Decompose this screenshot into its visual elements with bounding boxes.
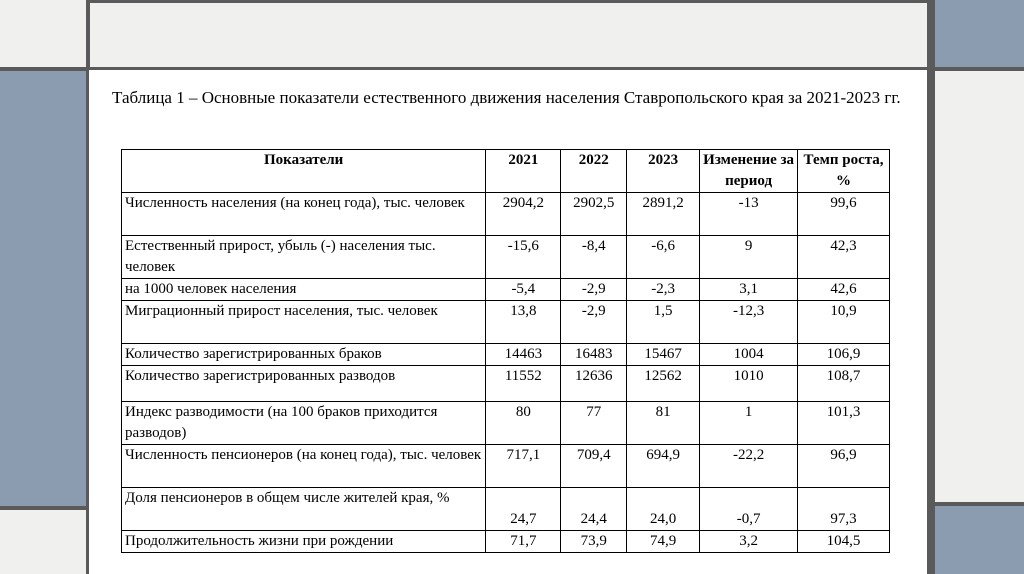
header-2021: 2021 — [486, 150, 561, 193]
table-row — [122, 366, 890, 402]
cell-2023: 2891,2 — [627, 193, 700, 236]
decor-bar-left-bottom — [0, 506, 86, 510]
row-label: Количество зарегистрированных разводов — [122, 366, 486, 402]
cell-2023: 1,5 — [627, 301, 700, 344]
row-label: Численность пенсионеров (на конец года), тыс. человек — [122, 445, 486, 488]
cell-growth: 101,3 — [798, 402, 890, 445]
cell-2022: -2,9 — [561, 279, 627, 301]
decor-bar-top — [86, 0, 930, 3]
cell-2023: -2,3 — [627, 279, 700, 301]
cell-growth: 108,7 — [798, 366, 890, 402]
header-change: Изменение за период — [700, 150, 798, 193]
cell-2021: 2904,2 — [486, 193, 561, 236]
cell-2021: 14463 — [486, 344, 561, 366]
cell-growth: 99,6 — [798, 193, 890, 236]
header-indicators: Показатели — [122, 150, 486, 193]
cell-2022: -8,4 — [561, 236, 627, 279]
header-growth-rate: Темп роста, % — [798, 150, 890, 193]
row-label: Продолжительность жизни при рождении — [122, 531, 486, 553]
cell-2021: 717,1 — [486, 445, 561, 488]
table-row — [122, 344, 890, 366]
cell-change: 1010 — [700, 366, 798, 402]
cell-change: -0,7 — [700, 488, 798, 531]
cell-2023: 15467 — [627, 344, 700, 366]
decor-block-right-bottom — [935, 506, 1024, 574]
cell-change: 1004 — [700, 344, 798, 366]
table-row — [122, 402, 890, 445]
cell-2021: 13,8 — [486, 301, 561, 344]
cell-change: 9 — [700, 236, 798, 279]
table-caption: Таблица 1 – Основные показатели естественного движения населения Ставропольского края за 2021-2023 гг. — [112, 88, 901, 107]
cell-growth: 10,9 — [798, 301, 890, 344]
cell-change: 1 — [700, 402, 798, 445]
cell-2022: 16483 — [561, 344, 627, 366]
cell-2023: -6,6 — [627, 236, 700, 279]
table-row — [122, 193, 890, 236]
row-label: Естественный прирост, убыль (-) населения тыс. человек — [122, 236, 486, 279]
table-row — [122, 488, 890, 531]
table-row — [122, 445, 890, 488]
row-label: Доля пенсионеров в общем числе жителей края, % — [122, 488, 486, 531]
cell-2021: 71,7 — [486, 531, 561, 553]
cell-2023: 81 — [627, 402, 700, 445]
slide-content — [89, 70, 927, 574]
cell-2021: 80 — [486, 402, 561, 445]
header-2023: 2023 — [627, 150, 700, 193]
decor-divider-right — [927, 0, 935, 574]
cell-2021: -15,6 — [486, 236, 561, 279]
header-2022: 2022 — [561, 150, 627, 193]
cell-growth: 96,9 — [798, 445, 890, 488]
cell-growth: 42,6 — [798, 279, 890, 301]
decor-block-right — [935, 0, 1024, 67]
cell-growth: 104,5 — [798, 531, 890, 553]
cell-growth: 106,9 — [798, 344, 890, 366]
table-header-row — [122, 150, 890, 193]
row-label: Количество зарегистрированных браков — [122, 344, 486, 366]
cell-2022: 12636 — [561, 366, 627, 402]
table-row — [122, 301, 890, 344]
cell-change: -13 — [700, 193, 798, 236]
row-label: Индекс разводимости (на 100 браков приходится разводов) — [122, 402, 486, 445]
cell-change: 3,1 — [700, 279, 798, 301]
cell-2021: 11552 — [486, 366, 561, 402]
cell-change: -22,2 — [700, 445, 798, 488]
row-label: Численность населения (на конец года), тыс. человек — [122, 193, 486, 236]
cell-change: 3,2 — [700, 531, 798, 553]
cell-2022: 73,9 — [561, 531, 627, 553]
table-row — [122, 279, 890, 301]
cell-2023: 12562 — [627, 366, 700, 402]
cell-change: -12,3 — [700, 301, 798, 344]
cell-2022: 709,4 — [561, 445, 627, 488]
population-table — [121, 149, 890, 553]
table-row — [122, 236, 890, 279]
cell-2022: 77 — [561, 402, 627, 445]
cell-2023: 24,0 — [627, 488, 700, 531]
cell-growth: 42,3 — [798, 236, 890, 279]
cell-2023: 74,9 — [627, 531, 700, 553]
cell-2023: 694,9 — [627, 445, 700, 488]
decor-block-left — [0, 71, 86, 506]
cell-growth: 97,3 — [798, 488, 890, 531]
cell-2021: -5,4 — [486, 279, 561, 301]
row-label: на 1000 человек населения — [122, 279, 486, 301]
row-label: Миграционный прирост населения, тыс. человек — [122, 301, 486, 344]
cell-2022: 2902,5 — [561, 193, 627, 236]
cell-2022: 24,4 — [561, 488, 627, 531]
table-row — [122, 531, 890, 553]
cell-2022: -2,9 — [561, 301, 627, 344]
cell-2021: 24,7 — [486, 488, 561, 531]
